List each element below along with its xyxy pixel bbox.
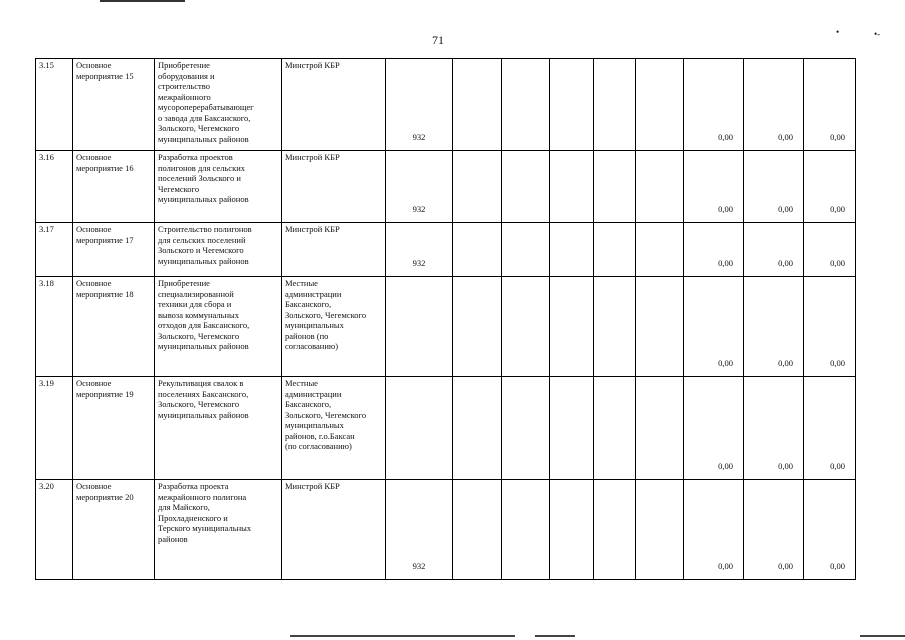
empty-cell	[502, 277, 550, 377]
empty-cell	[502, 480, 550, 580]
executor-cell	[282, 480, 386, 580]
amount-cell-text: 0,00	[718, 560, 733, 571]
scan-artifact-bottom	[860, 635, 905, 637]
amount-cell	[744, 377, 804, 480]
amount-cell-text: 0,00	[830, 131, 845, 142]
amount-cell-text: 0,00	[830, 257, 845, 268]
row-number-cell	[36, 480, 73, 580]
budget-code-cell-text: 932	[412, 257, 426, 268]
executor-cell-text: Минстрой КБР	[285, 224, 340, 234]
amount-cell-text: 0,00	[718, 357, 733, 368]
empty-cell	[636, 377, 684, 480]
executor-cell	[282, 59, 386, 151]
empty-cell	[594, 480, 636, 580]
empty-cell	[502, 151, 550, 223]
activity-name-cell	[155, 377, 282, 480]
activity-name-cell-text: Строительство полигонов для сельских поселений Зольского и Чегемского муниципальных районов	[158, 224, 252, 266]
table-row	[36, 480, 856, 580]
executor-cell-text: Минстрой КБР	[285, 152, 340, 162]
row-number-cell	[36, 223, 73, 277]
activity-cell	[73, 151, 155, 223]
amount-cell-text: 0,00	[830, 203, 845, 214]
activity-cell	[73, 377, 155, 480]
empty-cell	[594, 151, 636, 223]
budget-code-cell	[386, 377, 453, 480]
row-number-cell-text: 3.19	[39, 378, 54, 388]
amount-cell-text: 0,00	[830, 357, 845, 368]
corner-mark: •	[836, 27, 840, 37]
activity-name-cell-text: Рекультивация свалок в поселениях Баксанского, Зольского, Чегемского муниципальных районов	[158, 378, 249, 420]
amount-cell	[684, 59, 744, 151]
activity-cell	[73, 277, 155, 377]
empty-cell	[453, 59, 502, 151]
empty-cell	[636, 223, 684, 277]
activity-name-cell-text: Разработка проектов полигонов для сельских поселений Зольского и Чегемского муниципальных районов	[158, 152, 249, 204]
amount-cell-text: 0,00	[830, 560, 845, 571]
amount-cell-text: 0,00	[778, 560, 793, 571]
amount-cell-text: 0,00	[778, 131, 793, 142]
table-row	[36, 151, 856, 223]
empty-cell	[550, 59, 594, 151]
amount-cell-text: 0,00	[778, 357, 793, 368]
scan-artifact-bottom	[535, 635, 575, 637]
amount-cell	[684, 223, 744, 277]
amount-cell	[804, 223, 856, 277]
amount-cell	[744, 151, 804, 223]
empty-cell	[636, 59, 684, 151]
activity-cell	[73, 59, 155, 151]
empty-cell	[502, 223, 550, 277]
row-number-cell-text: 3.18	[39, 278, 54, 288]
budget-code-cell-text: 932	[412, 131, 426, 142]
executor-cell	[282, 223, 386, 277]
empty-cell	[453, 277, 502, 377]
table-row	[36, 223, 856, 277]
activity-name-cell	[155, 480, 282, 580]
activity-cell-text: Основное мероприятие 15	[76, 60, 134, 81]
empty-cell	[453, 480, 502, 580]
empty-cell	[594, 59, 636, 151]
amount-cell	[684, 377, 744, 480]
empty-cell	[636, 480, 684, 580]
amount-cell	[744, 223, 804, 277]
activity-name-cell	[155, 151, 282, 223]
amount-cell	[804, 151, 856, 223]
amount-cell-text: 0,00	[718, 460, 733, 471]
activity-name-cell-text: Приобретение специализированной техники для сбора и вывоза коммунальных отходов для Баксанского, Зольского, Чегемского муниципальных районов	[158, 278, 250, 351]
empty-cell	[636, 151, 684, 223]
executor-cell	[282, 377, 386, 480]
amount-cell	[744, 480, 804, 580]
row-number-cell-text: 3.17	[39, 224, 54, 234]
empty-cell	[453, 151, 502, 223]
table-row	[36, 277, 856, 377]
row-number-cell	[36, 59, 73, 151]
amount-cell	[804, 480, 856, 580]
scan-artifact-bottom	[290, 635, 515, 637]
empty-cell	[550, 277, 594, 377]
budget-code-cell	[386, 151, 453, 223]
budget-code-cell-text: 932	[412, 203, 426, 214]
amount-cell	[744, 59, 804, 151]
empty-cell	[594, 223, 636, 277]
executor-cell-text: Минстрой КБР	[285, 60, 340, 70]
activity-name-cell-text: Приобретение оборудования и строительство межрайонного мусороперерабатывающег о завода для Баксанского, Зольского, Чегемского муниципальных районов	[158, 60, 254, 144]
empty-cell	[594, 377, 636, 480]
program-activities-table	[35, 58, 856, 580]
budget-code-cell	[386, 59, 453, 151]
activity-cell	[73, 223, 155, 277]
amount-cell-text: 0,00	[830, 460, 845, 471]
page-number: 71	[432, 33, 444, 47]
amount-cell	[804, 377, 856, 480]
empty-cell	[453, 223, 502, 277]
row-number-cell-text: 3.15	[39, 60, 54, 70]
activity-cell-text: Основное мероприятие 18	[76, 278, 134, 299]
executor-cell-text: Местные администрации Баксанского, Зольского, Чегемского муниципальных районов, г.о.Баксан (по согласованию)	[285, 378, 367, 451]
amount-cell	[684, 151, 744, 223]
amount-cell	[804, 277, 856, 377]
empty-cell	[550, 223, 594, 277]
row-number-cell-text: 3.20	[39, 481, 54, 491]
corner-mark: •-	[874, 29, 881, 39]
empty-cell	[636, 277, 684, 377]
row-number-cell	[36, 151, 73, 223]
row-number-cell	[36, 377, 73, 480]
budget-code-cell	[386, 277, 453, 377]
amount-cell-text: 0,00	[778, 203, 793, 214]
executor-cell	[282, 277, 386, 377]
empty-cell	[594, 277, 636, 377]
amount-cell-text: 0,00	[778, 460, 793, 471]
empty-cell	[550, 151, 594, 223]
table-row	[36, 377, 856, 480]
budget-code-cell	[386, 223, 453, 277]
row-number-cell	[36, 277, 73, 377]
empty-cell	[550, 480, 594, 580]
budget-code-cell-text: 932	[412, 560, 426, 571]
row-number-cell-text: 3.16	[39, 152, 54, 162]
amount-cell	[684, 277, 744, 377]
empty-cell	[502, 377, 550, 480]
amount-cell-text: 0,00	[718, 257, 733, 268]
executor-cell	[282, 151, 386, 223]
activity-name-cell	[155, 277, 282, 377]
amount-cell-text: 0,00	[718, 203, 733, 214]
activity-cell	[73, 480, 155, 580]
amount-cell-text: 0,00	[778, 257, 793, 268]
activity-name-cell	[155, 223, 282, 277]
scan-artifact-top	[100, 0, 185, 2]
empty-cell	[502, 59, 550, 151]
activity-name-cell	[155, 59, 282, 151]
amount-cell-text: 0,00	[718, 131, 733, 142]
activity-cell-text: Основное мероприятие 16	[76, 152, 134, 173]
amount-cell	[804, 59, 856, 151]
activity-cell-text: Основное мероприятие 20	[76, 481, 134, 502]
budget-code-cell	[386, 480, 453, 580]
activity-cell-text: Основное мероприятие 17	[76, 224, 134, 245]
executor-cell-text: Минстрой КБР	[285, 481, 340, 491]
activity-cell-text: Основное мероприятие 19	[76, 378, 134, 399]
executor-cell-text: Местные администрации Баксанского, Зольского, Чегемского муниципальных районов (по согласованию)	[285, 278, 367, 351]
activity-name-cell-text: Разработка проекта межрайонного полигона для Майского, Прохладненского и Терского муниципальных районов	[158, 481, 252, 544]
table-row	[36, 59, 856, 151]
empty-cell	[550, 377, 594, 480]
amount-cell	[744, 277, 804, 377]
amount-cell	[684, 480, 744, 580]
empty-cell	[453, 377, 502, 480]
